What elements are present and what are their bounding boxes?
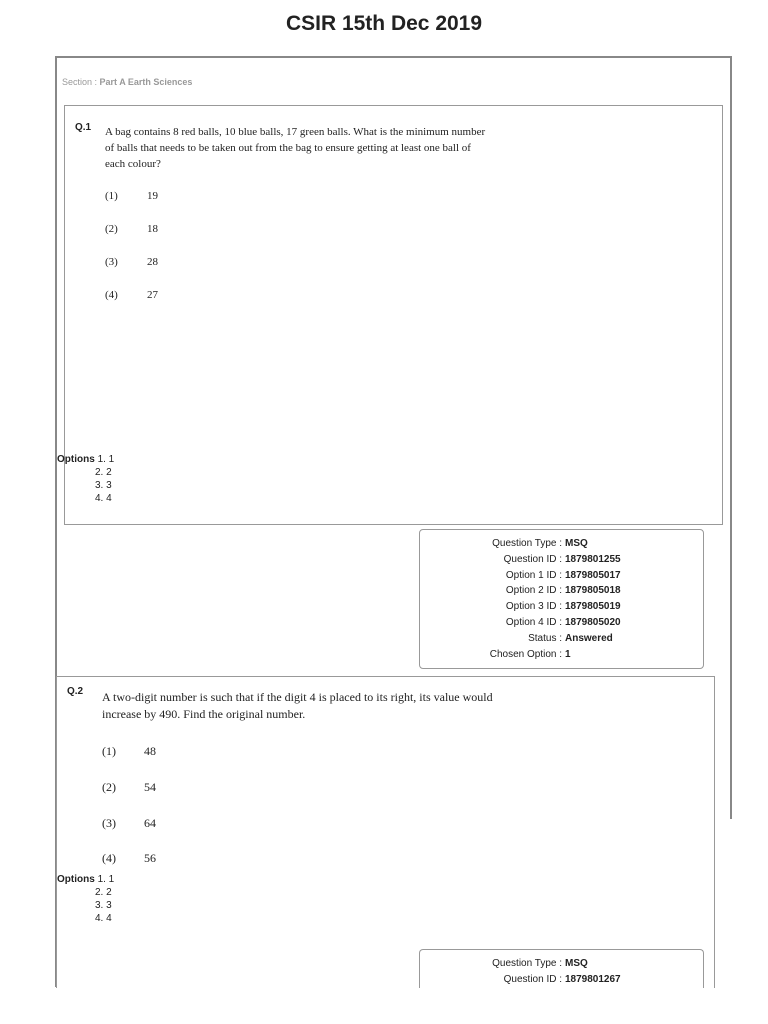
options-label: Options [57, 874, 95, 885]
question-1-choice-4 [105, 289, 158, 301]
question-1-text-line: of balls that needs to be taken out from the bag to ensure getting at least one ball of [105, 142, 471, 154]
question-2-number: Q.2 [67, 686, 84, 697]
info-row [420, 972, 703, 988]
info-key: Question ID : [503, 553, 562, 565]
option-item: 1. 1 [97, 874, 115, 885]
option-item: 4. 4 [95, 493, 112, 504]
choice-value: 48 [144, 744, 156, 758]
choice-value: 28 [147, 256, 158, 268]
choice-value: 54 [144, 780, 156, 794]
info-key: Question ID : [503, 973, 562, 985]
question-1-text-line: A bag contains 8 red balls, 10 blue balls, 17 green balls. What is the minimum number [105, 126, 486, 138]
option-item: 3. 3 [95, 480, 112, 491]
choice-number: (2) [105, 223, 118, 235]
page-bottom-margin [0, 988, 768, 1024]
info-key: Option 3 ID : [505, 601, 562, 613]
info-value: 1879805018 [565, 585, 621, 597]
info-value: 1879805019 [565, 601, 621, 613]
info-key: Option 1 ID : [505, 569, 562, 581]
question-1-number: Q.1 [75, 122, 92, 133]
question-2-text-line: A two-digit number is such that if the digit 4 is placed to its right, its value would [102, 690, 493, 704]
option-item: 4. 4 [95, 913, 112, 924]
choice-number: (4) [102, 851, 116, 865]
info-key: Option 2 ID : [505, 585, 562, 597]
info-value: MSQ [565, 538, 588, 549]
question-2-options [57, 873, 114, 925]
info-value: 1879801267 [565, 973, 621, 985]
choice-value: 19 [147, 190, 158, 202]
option-item: 3. 3 [95, 900, 112, 911]
option-item: 2. 2 [95, 467, 112, 478]
choice-number: (4) [105, 289, 118, 301]
info-key: Option 4 ID : [505, 616, 562, 628]
info-value: MSQ [565, 958, 588, 969]
question-1-text-line: each colour? [105, 158, 161, 170]
choice-value: 18 [147, 223, 158, 235]
info-row [420, 615, 703, 631]
question-2-choice-3 [102, 816, 156, 831]
choice-number: (1) [102, 744, 116, 758]
info-value: 1879801255 [565, 553, 621, 565]
info-row [420, 647, 703, 663]
info-row [420, 631, 703, 647]
info-key: Question Type : [492, 958, 562, 969]
info-row [420, 536, 703, 552]
question-1-options [57, 453, 114, 505]
info-key: Status : [528, 632, 562, 644]
info-value: 1879805017 [565, 569, 621, 581]
page-title: CSIR 15th Dec 2019 [285, 12, 483, 35]
choice-number: (2) [102, 780, 116, 794]
info-value: 1 [565, 648, 571, 660]
info-row [420, 599, 703, 615]
section-label [62, 77, 192, 87]
choice-value: 64 [144, 816, 156, 830]
question-1-info-panel [419, 529, 704, 669]
info-row [420, 956, 703, 972]
info-key: Chosen Option : [489, 648, 562, 660]
info-row [420, 583, 703, 599]
question-1-choice-1 [105, 190, 158, 202]
section-name: Part A Earth Sciences [99, 77, 193, 87]
info-value: 1879805020 [565, 616, 621, 628]
question-2-choice-1 [102, 744, 156, 759]
section-prefix: Section : [62, 77, 100, 87]
info-row [420, 552, 703, 568]
choice-number: (1) [105, 190, 118, 202]
question-2-choice-2 [102, 780, 156, 795]
question-2-choice-4 [102, 851, 156, 866]
info-row [420, 568, 703, 584]
choice-value: 27 [147, 289, 158, 301]
choice-number: (3) [102, 816, 116, 830]
options-label: Options [57, 454, 95, 465]
option-item: 2. 2 [95, 887, 112, 898]
question-2-text [102, 689, 493, 723]
info-value: Answered [565, 632, 613, 644]
info-key: Question Type : [492, 538, 562, 549]
question-1-choice-2 [105, 223, 158, 235]
choice-number: (3) [105, 256, 118, 268]
question-2-text-line: increase by 490. Find the original number. [102, 707, 306, 721]
question-1-choice-3 [105, 256, 158, 268]
choice-value: 56 [144, 851, 156, 865]
question-1-text [105, 124, 485, 172]
option-item: 1. 1 [97, 454, 115, 465]
